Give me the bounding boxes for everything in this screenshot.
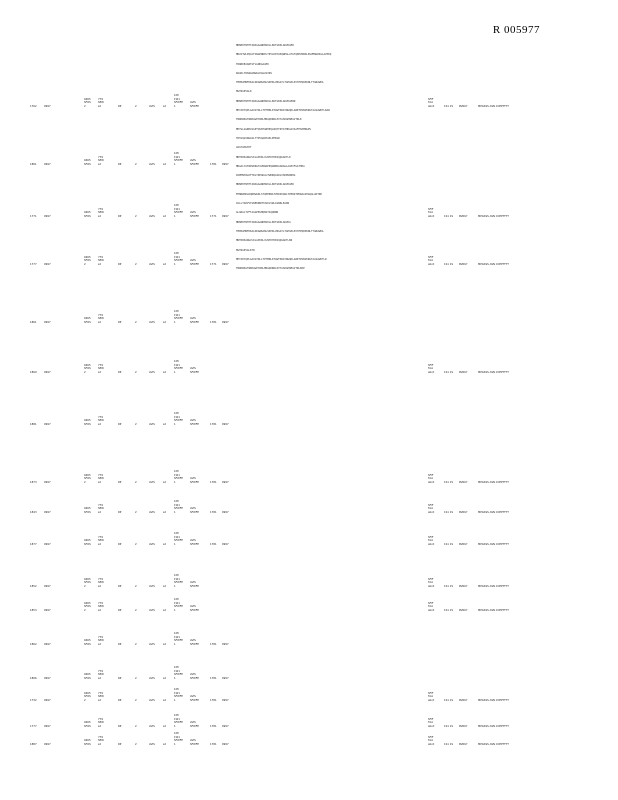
table-cell-c10: AVIS SFWFE <box>190 581 199 588</box>
sequence-line: GVLLTAHVVTGNEKRNYPVGKLVWLGSWRLEADW <box>236 202 290 206</box>
table-cell-c9: 1MI 1W1 SFWFE 1 <box>174 360 183 374</box>
table-cell-c3: 0465 SFOS 2 <box>84 363 91 374</box>
table-cell-c14: 1S1 1S <box>444 370 454 374</box>
table-cell-c3: 0465 SFOS <box>84 317 91 324</box>
table-cell-c3: 0465 SFOS 2 <box>84 473 91 484</box>
table-cell-c6: 2 <box>135 162 137 166</box>
table-cell-c15: RVRKY <box>459 480 468 484</box>
table-cell-c3: 0465 SFOS <box>84 739 91 746</box>
table-cell-c11: 1781 <box>210 162 217 166</box>
table-row <box>0 596 618 618</box>
table-cell-c12: 0997 <box>222 214 229 218</box>
sequence-line: MRNPKTNTETAWSGAAWDNVKLLKDTGKKLADVKA <box>236 220 291 224</box>
table-cell-c1: 1853 <box>30 608 37 612</box>
table-cell-c2: 0997 <box>44 584 51 588</box>
table-cell-c7: AVIS <box>149 698 155 702</box>
table-cell-c5: RP <box>118 480 122 484</box>
table-cell-c1: 1869 <box>30 370 37 374</box>
sequence-line: MRNPKTNTETAWSGAAWDNVKLLKDTGKKLADVKAER <box>236 183 294 187</box>
table-cell-c7: AVIS <box>149 542 155 546</box>
table-cell-c6: 2 <box>135 642 137 646</box>
table-cell-c2: 0997 <box>44 214 51 218</box>
table-cell-c3: 0465 SFOS <box>84 639 91 646</box>
table-cell-c5: RP <box>118 608 122 612</box>
table-cell-c7: AVIS <box>149 742 155 746</box>
table-cell-c13: SFIF TAA abcd <box>428 255 435 266</box>
table-cell-c3: 0465 SFOS 2 <box>84 601 91 612</box>
table-cell-c12: 0997 <box>222 542 229 546</box>
table-cell-c7: AVIS <box>149 510 155 514</box>
table-cell-c8: s2 <box>163 742 167 746</box>
table-cell-c3: 0465 SFOS 2 <box>84 255 91 266</box>
table-cell-c2: 0997 <box>44 104 51 108</box>
table-row <box>0 686 618 708</box>
table-cell-c3: 0465 SFOS <box>84 159 91 166</box>
table-cell-c2: 0997 <box>44 642 51 646</box>
table-cell-c13: SFIF TAA abcd <box>428 735 435 746</box>
table-cell-c3: 0465 SFOS 2 <box>84 97 91 108</box>
page-id: R 005977 <box>492 24 540 36</box>
table-cell-c1: 1762 <box>30 104 37 108</box>
table-cell-c8: s2 <box>163 698 167 702</box>
table-cell-c15: RVRKY <box>459 584 468 588</box>
table-cell-c13: SFIF TAA abcd <box>428 717 435 728</box>
table-cell-c5: RP <box>118 510 122 514</box>
table-cell-c10: AVIS SFWFE <box>190 101 199 108</box>
table-cell-c12: 0997 <box>222 698 229 702</box>
sequence-line: RAADLTRSWAGNWALPAGAVVNS <box>236 71 272 75</box>
table-cell-c2: 0997 <box>44 542 51 546</box>
table-cell-c11: 1781 <box>210 510 217 514</box>
table-cell-c14: 1S1 1S <box>444 214 454 218</box>
table-cell-c16: MPGSSS ASN CCEPTTTT <box>478 480 509 484</box>
table-cell-c16: MPGSSS ASN CCEPTTTT <box>478 724 509 728</box>
table-row <box>0 530 618 552</box>
table-cell-c12: 0997 <box>222 724 229 728</box>
table-cell-c2: 0997 <box>44 676 51 680</box>
table-cell-c13: SFIF TAA abcd <box>428 601 435 612</box>
table-cell-c8: s2 <box>163 584 167 588</box>
sequence-line: MPYAKTQPLGAVGTDLLTPTMNLDTAWTKRAYNGQDLAWKTPGNVKRGTAASAWDTLR <box>236 257 327 261</box>
table-cell-c8: s2 <box>163 104 167 108</box>
table-cell-c4: 779 SEW s2 <box>98 669 104 680</box>
sequence-line: MPYAKTQPLGAVGTDLLTPTMNLDTAWTKRAYNGQDLAWKTPGNVKRGTAASAWDTLRAW <box>236 109 330 113</box>
table-cell-c2: 0997 <box>44 698 51 702</box>
table-cell-c5: RP <box>118 214 122 218</box>
sequence-line: MRAALTATWPGKRGTAVRWAEPQGNKKAARAGLAAPVFGATHKA <box>236 164 305 168</box>
table-cell-c16: MPGSSS ASN CCEPTTTT <box>478 584 509 588</box>
table-cell-c3: 0465 SFOS 2 <box>84 577 91 588</box>
table-cell-c1: 1866 <box>30 676 37 680</box>
table-cell-c10: AVIS SFWFE <box>190 721 199 728</box>
table-cell-c8: s2 <box>163 320 167 324</box>
table-row <box>0 664 618 686</box>
table-cell-c8: s2 <box>163 162 167 166</box>
table-row <box>0 150 618 172</box>
table-cell-c1: 1887 <box>30 742 37 746</box>
table-cell-c7: AVIS <box>149 676 155 680</box>
table-row <box>0 308 618 330</box>
table-cell-c10: AVIS SFWFE <box>190 159 199 166</box>
table-cell-c12: 0997 <box>222 262 229 266</box>
table-cell-c9: 1MI 1W1 SFWFE 1 <box>174 632 183 646</box>
table-cell-c11: 1781 <box>210 320 217 324</box>
table-cell-c9: 1MI 1W1 SFWFE 1 <box>174 310 183 324</box>
table-cell-c6: 2 <box>135 320 137 324</box>
table-cell-c6: 2 <box>135 742 137 746</box>
table-cell-c14: 1S1 1S <box>444 542 454 546</box>
sequence-line: TRSVQGVNGGSLTTPVQAWTAKLPPKGR <box>236 136 280 140</box>
table-cell-c13: SFIF TAA abcd <box>428 97 435 108</box>
table-cell-c9: 1MI 1W1 SFWFE 1 <box>174 714 183 728</box>
table-cell-c2: 0997 <box>44 724 51 728</box>
table-cell-c2: 0997 <box>44 262 51 266</box>
table-cell-c12: 0997 <box>222 742 229 746</box>
sequence-line: MRNPKTNTETAWSGAAWDNVKLLKDTGKKLADVKAERN <box>236 99 296 103</box>
table-cell-c2: 0997 <box>44 742 51 746</box>
table-cell-c11: 1771 <box>210 214 217 218</box>
table-cell-c7: AVIS <box>149 422 155 426</box>
table-cell-c6: 2 <box>135 422 137 426</box>
table-cell-c6: 2 <box>135 608 137 612</box>
table-cell-c2: 0997 <box>44 162 51 166</box>
table-row <box>0 498 618 520</box>
table-cell-c9: 1MI 1W1 SFWFE 1 <box>174 412 183 426</box>
table-row <box>0 410 618 432</box>
table-cell-c12: 0997 <box>222 162 229 166</box>
table-cell-c8: s2 <box>163 214 167 218</box>
table-cell-c10: AVIS SFWFE <box>190 639 199 646</box>
table-cell-c14: 1S1 1S <box>444 608 454 612</box>
table-cell-c4: 779 SEW s2 <box>98 635 104 646</box>
table-cell-c1: 1777 <box>30 724 37 728</box>
table-cell-c8: s2 <box>163 370 167 374</box>
sequence-line: MTNRWHDLRQRDWAKLSTQPERNATVKRIKANLTPPRQTPKWAAIHGQGLADTNK <box>236 192 322 196</box>
table-cell-c4: 779 SEW s2 <box>98 601 104 612</box>
table-cell-c4: 779 SEW s2 <box>98 717 104 728</box>
sequence-line: TMPRAMNFKKALDDAWKANLSKPDLVNGATLTAEGPLKVTEPQDKKNLTTGNAWDA <box>236 81 324 85</box>
table-cell-c13: SFIF TAA abcd <box>428 691 435 702</box>
table-cell-c9: 1MI 1W1 SFWFE 1 <box>174 252 183 266</box>
table-cell-c10: AVIS SFWFE <box>190 259 199 266</box>
table-cell-c1: 1861 <box>30 320 37 324</box>
table-cell-c5: RP <box>118 162 122 166</box>
sequence-line: PAPMNTWLKFTRLYKEGDALTWKRQGSRLVSDNVKNHG <box>236 174 296 178</box>
table-cell-c6: 2 <box>135 370 137 374</box>
table-cell-c10: AVIS SFWFE <box>190 477 199 484</box>
table-cell-c16: MPGSSS ASN CCEPTTTT <box>478 370 509 374</box>
table-cell-c15: RVRKY <box>459 104 468 108</box>
table-cell-c10: AVIS SFWFE <box>190 317 199 324</box>
table-cell-c15: RVRKY <box>459 214 468 218</box>
table-cell-c4: 779 SEW s2 <box>98 207 104 218</box>
table-cell-c11: 1781 <box>210 742 217 746</box>
table-cell-c6: 2 <box>135 542 137 546</box>
table-cell-c8: s2 <box>163 608 167 612</box>
table-cell-c7: AVIS <box>149 584 155 588</box>
table-cell-c4: 779 SEW s2 <box>98 415 104 426</box>
table-cell-c5: RP <box>118 698 122 702</box>
table-cell-c2: 0997 <box>44 480 51 484</box>
table-cell-c8: s2 <box>163 480 167 484</box>
table-cell-c12: 0997 <box>222 480 229 484</box>
table-cell-c2: 0997 <box>44 320 51 324</box>
table-cell-c8: s2 <box>163 542 167 546</box>
table-cell-c7: AVIS <box>149 104 155 108</box>
table-cell-c10: AVIS SFWFE <box>190 507 199 514</box>
table-cell-c14: 1S1 1S <box>444 262 454 266</box>
table-cell-c7: AVIS <box>149 480 155 484</box>
table-cell-c12: 0997 <box>222 642 229 646</box>
table-cell-c4: 779 SEW s2 <box>98 503 104 514</box>
table-cell-c12: 0997 <box>222 320 229 324</box>
table-cell-c2: 0997 <box>44 510 51 514</box>
sequence-line: MRTRKKANGVLKLADVKLVLNTKYDKSQQGAKTLKN <box>236 239 293 243</box>
table-cell-c11: 1781 <box>210 480 217 484</box>
table-cell-c6: 2 <box>135 724 137 728</box>
table-cell-c10: AVIS SFWFE <box>190 673 199 680</box>
table-cell-c10: AVIS SFWFE <box>190 367 199 374</box>
table-cell-c15: RVRKY <box>459 262 468 266</box>
table-cell-c10: AVIS SFWFE <box>190 211 199 218</box>
table-cell-c9: 1MI 1W1 SFWFE 1 <box>174 688 183 702</box>
table-cell-c3: 0465 SFOS <box>84 539 91 546</box>
table-cell-c16: MPGSSS ASN CCEPTTTT <box>478 262 509 266</box>
table-cell-c14: 1S1 1S <box>444 698 454 702</box>
table-cell-c7: AVIS <box>149 320 155 324</box>
table-cell-c16: MPGSSS ASN CCEPTTTT <box>478 104 509 108</box>
table-cell-c4: 779 SEW s2 <box>98 473 104 484</box>
table-cell-c8: s2 <box>163 262 167 266</box>
table-cell-c15: RVRKY <box>459 608 468 612</box>
sequence-line: LRGTAHGTDT <box>236 146 252 150</box>
table-cell-c14: 1S1 1S <box>444 724 454 728</box>
table-cell-c7: AVIS <box>149 162 155 166</box>
table-cell-c9: 1MI 1W1 SFWFE 1 <box>174 598 183 612</box>
sequence-line: MGTNGPVGLKTR <box>236 248 255 252</box>
sequence-line: MPYGLGGRHAVGPTQSNTGNHPQLNQYTNTGTHKAAVSAFPSKMNGPS <box>236 127 311 131</box>
sequence-line: MRAVTWLPQGCFANGPNRPLTPVLKDTAKQWEALATGTQDEVRRDLRSVMNGDKGLAVPKQ <box>236 53 332 57</box>
sequence-line: TMPRAMNFKKALDDAWKANLSKPDLVNGATLTAEGPLKVTEPQDKKNLTTGNAWDA <box>236 229 324 233</box>
table-cell-c14: 1S1 1S <box>444 104 454 108</box>
table-cell-c1: 1777 <box>30 262 37 266</box>
table-cell-c1: 1861 <box>30 162 37 166</box>
table-cell-c8: s2 <box>163 422 167 426</box>
table-cell-c5: RP <box>118 642 122 646</box>
table-cell-c15: RVRKY <box>459 724 468 728</box>
table-cell-c13: SFIF TAA abcd <box>428 207 435 218</box>
table-row <box>0 202 618 224</box>
table-cell-c5: RP <box>118 584 122 588</box>
table-cell-c1: 1881 <box>30 422 37 426</box>
table-cell-c1: 1732 <box>30 698 37 702</box>
table-cell-c8: s2 <box>163 642 167 646</box>
table-cell-c7: AVIS <box>149 608 155 612</box>
table-cell-c6: 2 <box>135 584 137 588</box>
table-cell-c14: 1S1 1S <box>444 480 454 484</box>
table-cell-c13: SFIF TAA abcd <box>428 473 435 484</box>
table-cell-c4: 779 SEW s2 <box>98 313 104 324</box>
table-cell-c12: 0997 <box>222 510 229 514</box>
table-cell-c5: RP <box>118 320 122 324</box>
table-cell-c5: RP <box>118 542 122 546</box>
table-cell-c9: 1MI 1W1 SFWFE 1 <box>174 532 183 546</box>
table-cell-c1: 1843 <box>30 510 37 514</box>
table-cell-c4: 779 SEW s2 <box>98 577 104 588</box>
table-row <box>0 92 618 114</box>
table-cell-c10: AVIS SFWFE <box>190 419 199 426</box>
table-cell-c13: SFIF TAA abcd <box>428 577 435 588</box>
table-cell-c2: 0997 <box>44 608 51 612</box>
table-cell-c1: 1771 <box>30 214 37 218</box>
table-cell-c6: 2 <box>135 480 137 484</box>
sequence-line: TNRKRDGTWKDGWVTWKLMRGQKRRLPVYASKGPNEGVTRLKDP <box>236 267 305 271</box>
table-cell-c9: 1MI 1W1 SFWFE 1 <box>174 666 183 680</box>
table-cell-c16: MPGSSS ASN CCEPTTTT <box>478 742 509 746</box>
table-cell-c8: s2 <box>163 510 167 514</box>
table-cell-c7: AVIS <box>149 262 155 266</box>
table-cell-c15: RVRKY <box>459 542 468 546</box>
table-cell-c6: 2 <box>135 214 137 218</box>
sequence-line: ALGRALTVFTAAGPEGMQNSTAQQRNR <box>236 211 279 215</box>
table-cell-c10: AVIS SFWFE <box>190 695 199 702</box>
table-cell-c1: 1873 <box>30 480 37 484</box>
table-cell-c16: MPGSSS ASN CCEPTTTT <box>478 510 509 514</box>
table-cell-c15: RVRKY <box>459 698 468 702</box>
table-cell-c6: 2 <box>135 104 137 108</box>
table-cell-c2: 0997 <box>44 422 51 426</box>
table-cell-c11: 1781 <box>210 642 217 646</box>
table-cell-c14: 1S1 1S <box>444 742 454 746</box>
table-cell-c7: AVIS <box>149 642 155 646</box>
table-cell-c14: 1S1 1S <box>444 510 454 514</box>
table-cell-c1: 1852 <box>30 584 37 588</box>
table-cell-c7: AVIS <box>149 370 155 374</box>
table-cell-c13: SFIF TAA abcd <box>428 503 435 514</box>
table-cell-c11: 1771 <box>210 262 217 266</box>
table-row <box>0 468 618 490</box>
table-cell-c15: RVRKY <box>459 370 468 374</box>
table-cell-c1: 1862 <box>30 642 37 646</box>
table-cell-c9: 1MI 1W1 SFWFE 1 <box>174 152 183 166</box>
table-cell-c8: s2 <box>163 724 167 728</box>
table-cell-c5: RP <box>118 676 122 680</box>
table-cell-c9: 1MI 1W1 SFWFE 1 <box>174 94 183 108</box>
table-cell-c11: 1781 <box>210 422 217 426</box>
table-cell-c4: 779 SEW s2 <box>98 363 104 374</box>
table-cell-c11: 1781 <box>210 724 217 728</box>
table-cell-c7: AVIS <box>149 214 155 218</box>
table-cell-c4: 779 SEW s2 <box>98 97 104 108</box>
table-cell-c4: 779 SEW s2 <box>98 155 104 166</box>
table-cell-c9: 1MI 1W1 SFWFE 1 <box>174 204 183 218</box>
table-cell-c1: 1877 <box>30 542 37 546</box>
table-cell-c11: 1781 <box>210 676 217 680</box>
table-cell-c5: RP <box>118 370 122 374</box>
table-cell-c3: 0465 SFOS 2 <box>84 691 91 702</box>
table-cell-c7: AVIS <box>149 724 155 728</box>
table-cell-c10: AVIS SFWFE <box>190 605 199 612</box>
table-cell-c3: 0465 SFOS <box>84 673 91 680</box>
sequence-line: MRNPKTNTETAWSGAAWDNVKLLKDTGKKLADVKAER <box>236 44 294 47</box>
table-cell-c9: 1MI 1W1 SFWFE 1 <box>174 732 183 746</box>
sequence-line: MRTRKKANGVLKLADVKLVLNTKYDKSQQGAKTLK <box>236 155 291 159</box>
sequence-line: MGTNGPVGLK <box>236 90 252 94</box>
table-cell-c11: 1781 <box>210 542 217 546</box>
table-cell-c16: MPGSSS ASN CCEPTTTT <box>478 542 509 546</box>
table-cell-c5: RP <box>118 742 122 746</box>
table-cell-c16: MPGSSS ASN CCEPTTTT <box>478 608 509 612</box>
table-row <box>0 730 618 752</box>
table-cell-c6: 2 <box>135 262 137 266</box>
table-cell-c15: RVRKY <box>459 510 468 514</box>
table-cell-c3: 0465 SFOS <box>84 507 91 514</box>
table-cell-c16: MPGSSS ASN CCEPTTTT <box>478 214 509 218</box>
table-cell-c4: 779 SEW s2 <box>98 535 104 546</box>
table-cell-c11: 1781 <box>210 698 217 702</box>
table-cell-c5: RP <box>118 262 122 266</box>
table-cell-c2: 0997 <box>44 370 51 374</box>
table-cell-c4: 779 SEW s2 <box>98 735 104 746</box>
table-cell-c9: 1MI 1W1 SFWFE 1 <box>174 500 183 514</box>
table-cell-c3: 0465 SFOS <box>84 211 91 218</box>
table-cell-c5: RP <box>118 724 122 728</box>
table-cell-c3: 0465 SFOS <box>84 721 91 728</box>
table-cell-c13: SFIF TAA abcd <box>428 363 435 374</box>
table-row <box>0 358 618 380</box>
table-cell-c6: 2 <box>135 698 137 702</box>
table-cell-c6: 2 <box>135 510 137 514</box>
table-cell-c9: 1MI 1W1 SFWFE 1 <box>174 574 183 588</box>
table-cell-c14: 1S1 1S <box>444 584 454 588</box>
table-cell-c5: RP <box>118 104 122 108</box>
sequence-line: TRWRKEAANTGFLGNKAAAEK <box>236 62 269 66</box>
table-cell-c12: 0997 <box>222 676 229 680</box>
table-row <box>0 250 618 272</box>
sequence-line: TNRKRDGTWKDGWVTWKLMRGQKRRLPVYASKGPNEGVTRLK <box>236 118 302 122</box>
table-cell-c4: 779 SEW s2 <box>98 691 104 702</box>
table-row <box>0 630 618 652</box>
table-cell-c5: RP <box>118 422 122 426</box>
table-cell-c15: RVRKY <box>459 742 468 746</box>
table-cell-c13: SFIF TAA abcd <box>428 535 435 546</box>
table-cell-c8: s2 <box>163 676 167 680</box>
table-cell-c12: 0997 <box>222 422 229 426</box>
table-cell-c9: 1MI 1W1 SFWFE 1 <box>174 470 183 484</box>
table-cell-c10: AVIS SFWFE <box>190 739 199 746</box>
table-cell-c4: 779 SEW s2 <box>98 255 104 266</box>
table-cell-c16: MPGSSS ASN CCEPTTTT <box>478 698 509 702</box>
table-row <box>0 572 618 594</box>
table-cell-c10: AVIS SFWFE <box>190 539 199 546</box>
table-cell-c6: 2 <box>135 676 137 680</box>
table-cell-c3: 0465 SFOS <box>84 419 91 426</box>
